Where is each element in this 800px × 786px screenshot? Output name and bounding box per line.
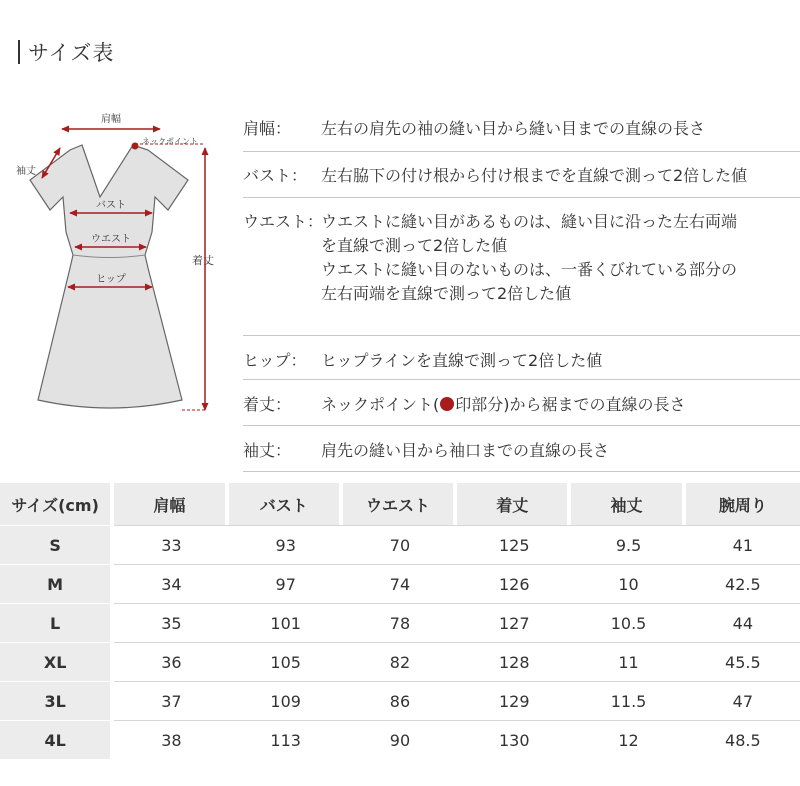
neck-point-dot [132, 143, 139, 150]
column-header: 肩幅 [114, 483, 228, 525]
table-cell: 109 [229, 681, 343, 720]
column-header: サイズ(cm) [0, 483, 114, 525]
definition-label: 着丈： [243, 395, 292, 414]
definitions-list [243, 108, 800, 472]
table-cell: 130 [457, 720, 571, 759]
waist-label: ウエスト [91, 234, 131, 245]
size-name-cell: S [0, 525, 114, 564]
table-cell: 113 [229, 720, 343, 759]
definition-row-length [243, 380, 800, 426]
size-name-cell: L [0, 603, 114, 642]
table-cell: 36 [114, 642, 228, 681]
definition-row-shoulder [243, 108, 800, 152]
definition-label: 袖丈： [243, 441, 292, 460]
table-cell: 12 [571, 720, 685, 759]
table-cell: 48.5 [686, 720, 800, 759]
table-cell: 90 [343, 720, 457, 759]
definition-text: 左右の肩先の袖の縫い目から縫い目までの直線の長さ [321, 119, 706, 138]
column-header: ウエスト [343, 483, 457, 525]
column-header: 腕周り [686, 483, 800, 525]
table-cell: 70 [343, 525, 457, 564]
size-table-header-row [0, 483, 800, 525]
page-title: サイズ表 [28, 41, 115, 65]
column-header: 袖丈 [571, 483, 685, 525]
table-cell: 93 [229, 525, 343, 564]
table-cell: 41 [686, 525, 800, 564]
neck-point-label: ネックポイント [142, 137, 198, 146]
table-cell: 44 [686, 603, 800, 642]
table-cell: 127 [457, 603, 571, 642]
column-header: 着丈 [457, 483, 571, 525]
definition-row-hip [243, 336, 800, 380]
table-row [0, 603, 800, 642]
definition-text-after: 印部分)から裾までの直線の長さ [455, 395, 686, 414]
bust-label: バスト [96, 200, 126, 211]
table-cell: 128 [457, 642, 571, 681]
table-cell: 47 [686, 681, 800, 720]
size-name-cell: XL [0, 642, 114, 681]
table-cell: 33 [114, 525, 228, 564]
table-row [0, 642, 800, 681]
size-table-body [0, 525, 800, 759]
definition-text: 肩先の縫い目から袖口までの直線の長さ [321, 441, 610, 460]
table-cell: 105 [229, 642, 343, 681]
definition-label: 肩幅： [243, 119, 292, 138]
table-cell: 86 [343, 681, 457, 720]
definition-text-line: ウエストに縫い目があるものは、縫い目に沿った左右両端 [321, 212, 738, 231]
table-row [0, 720, 800, 759]
definition-row-sleeve [243, 426, 800, 472]
definition-text: 左右脇下の付け根から付け根までを直線で測って2倍した値 [321, 166, 748, 185]
definition-text [321, 392, 686, 415]
size-name-cell: 3L [0, 681, 114, 720]
table-cell: 129 [457, 681, 571, 720]
size-table [0, 483, 800, 759]
definition-label: ウエスト： [243, 212, 324, 231]
table-row [0, 681, 800, 720]
table-cell: 11.5 [571, 681, 685, 720]
table-cell: 45.5 [686, 642, 800, 681]
table-cell: 10.5 [571, 603, 685, 642]
table-cell: 74 [343, 564, 457, 603]
size-name-cell: 4L [0, 720, 114, 759]
table-cell: 11 [571, 642, 685, 681]
table-cell: 10 [571, 564, 685, 603]
table-cell: 125 [457, 525, 571, 564]
definition-label: ヒップ： [243, 351, 307, 370]
title-accent-bar [18, 40, 20, 64]
shoulder-label: 肩幅 [101, 114, 121, 125]
definition-text-before: ネックポイント( [321, 395, 440, 414]
length-label: 着丈 [192, 254, 214, 267]
hip-label: ヒップ [96, 274, 126, 285]
table-cell: 42.5 [686, 564, 800, 603]
table-cell: 78 [343, 603, 457, 642]
definition-row-waist [243, 198, 800, 336]
table-cell: 97 [229, 564, 343, 603]
table-cell: 38 [114, 720, 228, 759]
neck-point-marker-icon [440, 397, 454, 411]
size-name-cell: M [0, 564, 114, 603]
table-row [0, 525, 800, 564]
definition-text: ヒップラインを直線で測って2倍した値 [321, 351, 603, 370]
table-cell: 35 [114, 603, 228, 642]
definition-text-line: 左右両端を直線で測って2倍した値 [321, 284, 572, 303]
definition-row-bust [243, 152, 800, 198]
column-header: バスト [229, 483, 343, 525]
table-cell: 101 [229, 603, 343, 642]
table-cell: 126 [457, 564, 571, 603]
table-cell: 9.5 [571, 525, 685, 564]
dress-diagram [0, 100, 230, 430]
table-cell: 37 [114, 681, 228, 720]
page-title-block [18, 38, 114, 66]
table-row [0, 564, 800, 603]
definition-text-line: ウエストに縫い目のないものは、一番くびれている部分の [321, 260, 738, 279]
definition-text-line: を直線で測って2倍した値 [321, 236, 508, 255]
table-cell: 82 [343, 642, 457, 681]
sleeve-label: 袖丈 [16, 166, 36, 177]
table-cell: 34 [114, 564, 228, 603]
definition-label: バスト： [243, 166, 308, 185]
